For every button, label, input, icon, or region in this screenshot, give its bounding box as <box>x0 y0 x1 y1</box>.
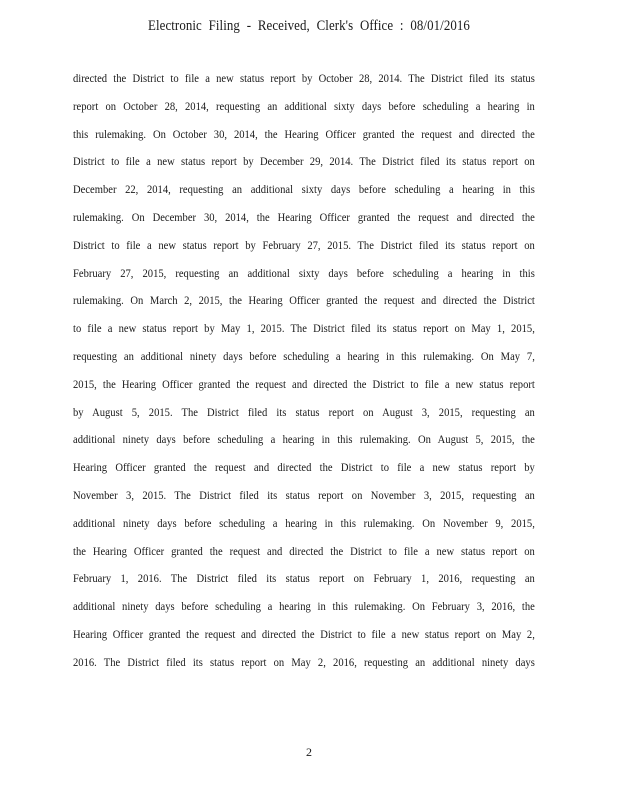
text-line: by August 5, 2015. The District filed its status report on August 3, 2015, requesting an <box>73 406 535 419</box>
body-text <box>73 66 535 678</box>
text-line: the Hearing Officer granted the request and directed the District to file a new status report on <box>73 545 535 558</box>
text-line: 2015, the Hearing Officer granted the request and directed the District to file a new status report <box>73 378 535 391</box>
text-line: rulemaking. On March 2, 2015, the Hearing Officer granted the request and directed the District <box>73 295 535 308</box>
page-number: 2 <box>306 745 312 759</box>
text-line: District to file a new status report by February 27, 2015. The District filed its status report on <box>73 239 535 252</box>
text-line: additional ninety days before scheduling a hearing in this rulemaking. On August 5, 2015, the <box>73 434 535 447</box>
text-line: this rulemaking. On October 30, 2014, the Hearing Officer granted the request and directed the <box>73 128 535 141</box>
text-line: requesting an additional ninety days before scheduling a hearing in this rulemaking. On May 7, <box>73 350 535 363</box>
text-line: rulemaking. On December 30, 2014, the Hearing Officer granted the request and directed the <box>73 211 535 224</box>
text-line: to file a new status report by May 1, 2015. The District filed its status report on May 1, 2015, <box>73 323 535 336</box>
text-line: December 22, 2014, requesting an additional sixty days before scheduling a hearing in this <box>73 184 535 197</box>
text-line: February 27, 2015, requesting an additional sixty days before scheduling a hearing in this <box>73 267 535 280</box>
text-line: additional ninety days before scheduling a hearing in this rulemaking. On February 3, 2016, the <box>73 601 535 614</box>
text-line: February 1, 2016. The District filed its status report on February 1, 2016, requesting an <box>73 573 535 586</box>
text-line: 2016. The District filed its status report on May 2, 2016, requesting an additional ninety days <box>73 656 535 669</box>
text-line: report on October 28, 2014, requesting an additional sixty days before scheduling a hearing in <box>73 100 535 113</box>
text-line: directed the District to file a new status report by October 28, 2014. The District filed its status <box>73 73 535 85</box>
text-line: District to file a new status report by December 29, 2014. The District filed its status report on <box>73 156 535 169</box>
text-line: additional ninety days before scheduling a hearing in this rulemaking. On November 9, 2015, <box>73 517 535 530</box>
text-line: November 3, 2015. The District filed its status report on November 3, 2015, requesting an <box>73 489 535 502</box>
text-line: Hearing Officer granted the request and directed the District to file a new status report by <box>73 462 535 475</box>
filing-header: Electronic Filing - Received, Clerk's Office : 08/01/2016 <box>148 18 470 34</box>
text-line: Hearing Officer granted the request and directed the District to file a new status report on May 2, <box>73 628 535 641</box>
